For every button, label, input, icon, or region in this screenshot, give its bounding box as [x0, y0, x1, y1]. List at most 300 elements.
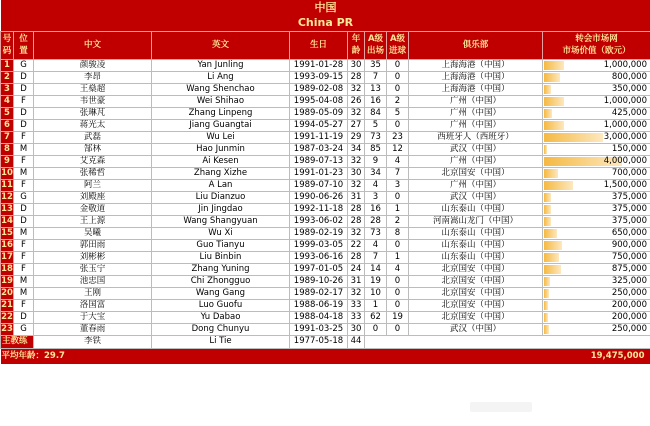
cell-market-value[interactable]	[543, 179, 650, 191]
cell-caps[interactable]: 16	[365, 95, 387, 107]
cell-chinese-name[interactable]: 张玉宁	[34, 263, 152, 275]
cell-english-name[interactable]: Wang Shenchao	[152, 83, 290, 95]
cell-age[interactable]: 22	[348, 239, 365, 251]
cell-club[interactable]: 武汉（中国）	[409, 191, 543, 203]
cell-chinese-name[interactable]: 刘殿座	[34, 191, 152, 203]
cell-market-value[interactable]	[543, 143, 650, 155]
cell-chinese-name[interactable]: 王燊超	[34, 83, 152, 95]
cell-birthday[interactable]: 1989-07-13	[290, 155, 348, 167]
cell-goals[interactable]: 0	[387, 323, 409, 335]
cell-market-value[interactable]	[543, 95, 650, 107]
cell-caps[interactable]: 4	[365, 179, 387, 191]
value-text: 250,000	[611, 287, 647, 298]
cell-caps[interactable]: 84	[365, 107, 387, 119]
table-row[interactable]	[1, 107, 650, 119]
table-row[interactable]	[1, 155, 650, 167]
summary-spacer[interactable]	[290, 348, 543, 364]
cell-age[interactable]: 24	[348, 263, 365, 275]
cell-age[interactable]: 32	[348, 83, 365, 95]
cell-age[interactable]: 28	[348, 251, 365, 263]
value-text: 425,000	[611, 107, 647, 118]
cell-club[interactable]: 北京国安（中国）	[409, 167, 543, 179]
cell-number[interactable]: 23	[1, 323, 13, 334]
value-text: 350,000	[611, 83, 647, 94]
cell-birthday[interactable]: 1991-03-25	[290, 323, 348, 335]
cell-english-name[interactable]: Ai Kesen	[152, 155, 290, 167]
cell-market-value[interactable]	[543, 227, 650, 239]
value-text: 250,000	[611, 323, 647, 334]
cell-english-name[interactable]: Hao Junmin	[152, 143, 290, 155]
cell-goals[interactable]: 19	[387, 311, 409, 323]
cell-age[interactable]: 30	[348, 323, 365, 335]
header-goals[interactable]: A级 进球	[387, 31, 409, 59]
cell-goals[interactable]: 12	[387, 143, 409, 155]
cell-club[interactable]: 北京国安（中国）	[409, 299, 543, 311]
value-text: 1,000,000	[603, 119, 647, 130]
cell-english-name[interactable]: Wang Gang	[152, 287, 290, 299]
cell-goals[interactable]: 0	[387, 239, 409, 251]
cell-age[interactable]: 34	[348, 143, 365, 155]
cell-number[interactable]: 21	[1, 299, 13, 310]
cell-caps[interactable]: 7	[365, 71, 387, 83]
cell-number[interactable]: 10	[1, 167, 13, 178]
cell-english-name[interactable]: Chi Zhongguo	[152, 275, 290, 287]
watermark	[470, 402, 532, 412]
cell-number[interactable]: 4	[1, 95, 14, 107]
total-market-value[interactable]: 19,475,000	[543, 348, 650, 364]
cell-age[interactable]: 32	[348, 227, 365, 239]
cell-birthday[interactable]: 1997-01-05	[290, 263, 348, 275]
cell-age[interactable]: 32	[348, 179, 365, 191]
table-row[interactable]	[1, 95, 650, 107]
cell-age[interactable]: 33	[348, 311, 365, 323]
table-row[interactable]	[1, 167, 650, 179]
cell-chinese-name[interactable]: 郜林	[34, 143, 152, 155]
coach-empty-cell[interactable]	[365, 335, 650, 348]
cell-birthday[interactable]: 1991-01-23	[290, 167, 348, 179]
cell-position[interactable]: D	[14, 107, 34, 119]
cell-english-name[interactable]: Dong Chunyu	[152, 323, 290, 335]
cell-caps[interactable]: 7	[365, 251, 387, 263]
cell-position[interactable]: F	[14, 155, 34, 167]
coach-birthday[interactable]: 1977-05-18	[290, 335, 348, 348]
coach-row[interactable]	[1, 335, 650, 348]
value-data-bar	[544, 301, 548, 310]
cell-number[interactable]: 3	[1, 83, 14, 95]
cell-birthday[interactable]: 1993-09-15	[290, 71, 348, 83]
cell-caps[interactable]: 1	[365, 299, 387, 311]
cell-number[interactable]: 17	[1, 251, 13, 262]
table-row[interactable]	[1, 251, 650, 263]
cell-number[interactable]: 22	[1, 311, 13, 322]
cell-english-name[interactable]: Wu Lei	[152, 131, 290, 143]
header-value[interactable]: 转会市场网 市场价值（欧元）	[543, 31, 650, 59]
cell-goals[interactable]: 4	[387, 263, 409, 275]
cell-market-value[interactable]	[543, 251, 650, 263]
table-row[interactable]	[1, 203, 650, 215]
cell-number[interactable]: 15	[1, 227, 13, 238]
cell-chinese-name[interactable]: 艾克森	[34, 155, 152, 167]
cell-chinese-name[interactable]: 池忠国	[34, 275, 152, 287]
cell-market-value[interactable]	[543, 71, 650, 83]
cell-caps[interactable]: 0	[365, 323, 387, 335]
cell-club[interactable]: 山东泰山（中国）	[409, 227, 543, 239]
cell-english-name[interactable]: Zhang Yuning	[152, 263, 290, 275]
header-caps[interactable]: A级 出场	[365, 31, 387, 59]
cell-position[interactable]: F	[14, 251, 34, 263]
value-text: 375,000	[611, 191, 647, 202]
cell-goals[interactable]: 2	[387, 95, 409, 107]
cell-market-value[interactable]	[543, 203, 650, 215]
cell-market-value[interactable]	[543, 239, 650, 251]
cell-market-value[interactable]	[543, 287, 650, 299]
cell-age[interactable]: 27	[348, 119, 365, 131]
cell-birthday[interactable]: 1992-11-18	[290, 203, 348, 215]
table-row[interactable]	[1, 71, 650, 83]
cell-club[interactable]: 北京国安（中国）	[409, 287, 543, 299]
cell-club[interactable]: 广州（中国）	[409, 155, 543, 167]
value-data-bar	[544, 241, 562, 250]
cell-position[interactable]: F	[14, 239, 34, 251]
cell-caps[interactable]: 9	[365, 155, 387, 167]
cell-chinese-name[interactable]: 王上源	[34, 215, 152, 227]
cell-english-name[interactable]: Zhang Linpeng	[152, 107, 290, 119]
cell-age[interactable]: 32	[348, 107, 365, 119]
header-club[interactable]: 俱乐部	[409, 31, 543, 59]
cell-birthday[interactable]: 1988-04-18	[290, 311, 348, 323]
cell-position[interactable]: D	[14, 83, 34, 95]
value-text: 150,000	[611, 143, 647, 154]
cell-position[interactable]: G	[14, 59, 34, 71]
cell-chinese-name[interactable]: 王刚	[34, 287, 152, 299]
cell-birthday[interactable]: 1993-06-16	[290, 251, 348, 263]
cell-market-value[interactable]	[543, 215, 650, 227]
cell-english-name[interactable]: Wang Shangyuan	[152, 215, 290, 227]
cell-age[interactable]: 28	[348, 71, 365, 83]
cell-club[interactable]: 广州（中国）	[409, 95, 543, 107]
table-row[interactable]	[1, 143, 650, 155]
table-row[interactable]	[1, 83, 650, 95]
coach-english-name[interactable]: Li Tie	[152, 335, 290, 348]
header-no[interactable]: 号 码	[1, 31, 14, 59]
cell-chinese-name[interactable]: 刘彬彬	[34, 251, 152, 263]
cell-market-value[interactable]	[543, 191, 650, 203]
cell-age[interactable]: 30	[348, 59, 365, 71]
cell-english-name[interactable]: Wei Shihao	[152, 95, 290, 107]
cell-position[interactable]: G	[14, 323, 34, 335]
cell-number[interactable]: 8	[1, 143, 14, 155]
cell-market-value[interactable]	[543, 263, 650, 275]
cell-birthday[interactable]: 1989-05-09	[290, 107, 348, 119]
header-pos[interactable]: 位 置	[14, 31, 34, 59]
cell-market-value[interactable]	[543, 323, 650, 335]
cell-english-name[interactable]: Yan Junling	[152, 59, 290, 71]
cell-club[interactable]: 上海海港（中国）	[409, 71, 543, 83]
cell-club[interactable]: 西班牙人（西班牙）	[409, 131, 543, 143]
cell-position[interactable]: F	[14, 95, 34, 107]
cell-position[interactable]: F	[14, 299, 34, 311]
cell-position[interactable]: D	[14, 119, 34, 131]
table-row[interactable]	[1, 227, 650, 239]
cell-club[interactable]: 山东泰山（中国）	[409, 251, 543, 263]
cell-position[interactable]: M	[14, 287, 34, 299]
cell-chinese-name[interactable]: 洛国富	[34, 299, 152, 311]
cell-age[interactable]: 28	[348, 215, 365, 227]
cell-number[interactable]: 20	[1, 287, 13, 298]
table-row[interactable]	[1, 191, 650, 203]
cell-goals[interactable]: 0	[387, 275, 409, 287]
cell-caps[interactable]: 10	[365, 287, 387, 299]
cell-market-value[interactable]	[543, 107, 650, 119]
cell-chinese-name[interactable]: 吴曦	[34, 227, 152, 239]
cell-market-value[interactable]	[543, 275, 650, 287]
value-data-bar	[544, 205, 551, 214]
cell-caps[interactable]: 35	[365, 59, 387, 71]
average-age[interactable]: 平均年龄：29.7	[1, 348, 290, 364]
cell-club[interactable]: 北京国安（中国）	[409, 311, 543, 323]
cell-caps[interactable]: 62	[365, 311, 387, 323]
table-row[interactable]	[1, 287, 650, 299]
cell-caps[interactable]: 28	[365, 215, 387, 227]
cell-number[interactable]: 7	[1, 131, 14, 143]
title-cn: 中国	[1, 0, 650, 15]
cell-position[interactable]: F	[14, 131, 34, 143]
cell-goals[interactable]: 7	[387, 167, 409, 179]
cell-age[interactable]: 31	[348, 275, 365, 287]
cell-birthday[interactable]: 1987-03-24	[290, 143, 348, 155]
cell-position[interactable]: D	[14, 311, 34, 323]
cell-caps[interactable]: 14	[365, 263, 387, 275]
table-row[interactable]	[1, 239, 650, 251]
cell-birthday[interactable]: 1989-10-26	[290, 275, 348, 287]
cell-number[interactable]: 1	[1, 59, 14, 71]
cell-birthday[interactable]: 1989-07-10	[290, 179, 348, 191]
cell-age[interactable]: 29	[348, 131, 365, 143]
cell-chinese-name[interactable]: 郭田雨	[34, 239, 152, 251]
cell-english-name[interactable]: Jin Jingdao	[152, 203, 290, 215]
cell-number[interactable]: 5	[1, 107, 14, 119]
cell-english-name[interactable]: A Lan	[152, 179, 290, 191]
table-row[interactable]	[1, 263, 650, 275]
cell-age[interactable]: 26	[348, 95, 365, 107]
cell-birthday[interactable]: 1991-01-28	[290, 59, 348, 71]
cell-goals[interactable]: 0	[387, 287, 409, 299]
cell-market-value[interactable]	[543, 299, 650, 311]
cell-club[interactable]: 山东泰山（中国）	[409, 203, 543, 215]
value-data-bar	[544, 181, 573, 190]
cell-market-value[interactable]	[543, 59, 650, 71]
value-data-bar	[544, 85, 551, 94]
cell-goals[interactable]: 3	[387, 179, 409, 191]
cell-birthday[interactable]: 1994-05-27	[290, 119, 348, 131]
header-en-name[interactable]: 英文	[152, 31, 290, 59]
cell-age[interactable]: 28	[348, 203, 365, 215]
cell-goals[interactable]: 1	[387, 251, 409, 263]
cell-number[interactable]: 12	[1, 191, 13, 202]
cell-chinese-name[interactable]: 韦世豪	[34, 95, 152, 107]
value-text: 1,000,000	[603, 59, 647, 70]
cell-english-name[interactable]: Jiang Guangtai	[152, 119, 290, 131]
cell-goals[interactable]: 0	[387, 299, 409, 311]
cell-caps[interactable]: 73	[365, 131, 387, 143]
cell-number[interactable]: 13	[1, 203, 13, 214]
cell-english-name[interactable]: Wu Xi	[152, 227, 290, 239]
header-cn-name[interactable]: 中文	[34, 31, 152, 59]
cell-number[interactable]: 19	[1, 275, 13, 286]
cell-position[interactable]: M	[14, 167, 34, 179]
table-row[interactable]	[1, 323, 650, 335]
cell-position[interactable]: G	[14, 191, 34, 203]
cell-birthday[interactable]: 1991-11-19	[290, 131, 348, 143]
cell-goals[interactable]: 8	[387, 227, 409, 239]
cell-age[interactable]: 33	[348, 299, 365, 311]
cell-market-value[interactable]	[543, 167, 650, 179]
summary-row	[1, 348, 650, 364]
cell-market-value[interactable]	[543, 311, 650, 323]
cell-goals[interactable]: 0	[387, 71, 409, 83]
table-row[interactable]	[1, 59, 650, 71]
cell-market-value[interactable]	[543, 155, 650, 167]
cell-market-value[interactable]	[543, 83, 650, 95]
cell-english-name[interactable]: Li Ang	[152, 71, 290, 83]
value-text: 1,000,000	[603, 95, 647, 106]
cell-position[interactable]: M	[14, 143, 34, 155]
table-row[interactable]	[1, 215, 650, 227]
value-text: 200,000	[611, 311, 647, 322]
cell-caps[interactable]: 73	[365, 227, 387, 239]
value-text: 1,500,000	[603, 179, 647, 190]
cell-chinese-name[interactable]: 董春雨	[34, 323, 152, 335]
cell-birthday[interactable]: 1989-02-17	[290, 287, 348, 299]
cell-birthday[interactable]: 1989-02-19	[290, 227, 348, 239]
cell-age[interactable]: 32	[348, 287, 365, 299]
table-row[interactable]	[1, 131, 650, 143]
cell-goals[interactable]: 0	[387, 83, 409, 95]
cell-position[interactable]: F	[14, 263, 34, 275]
cell-english-name[interactable]: Yu Dabao	[152, 311, 290, 323]
cell-position[interactable]: M	[14, 275, 34, 287]
value-data-bar	[544, 169, 558, 178]
cell-number[interactable]: 16	[1, 239, 13, 250]
coach-age[interactable]: 44	[348, 335, 365, 348]
cell-number[interactable]: 14	[1, 215, 13, 226]
cell-caps[interactable]: 85	[365, 143, 387, 155]
cell-english-name[interactable]: Liu Binbin	[152, 251, 290, 263]
cell-number[interactable]: 18	[1, 263, 13, 274]
header-age[interactable]: 年 龄	[348, 31, 365, 59]
cell-club[interactable]: 广州（中国）	[409, 179, 543, 191]
coach-label[interactable]: 主教练	[1, 335, 34, 348]
cell-position[interactable]: D	[14, 71, 34, 83]
cell-chinese-name[interactable]: 金敬道	[34, 203, 152, 215]
cell-club[interactable]: 北京国安（中国）	[409, 263, 543, 275]
cell-chinese-name[interactable]: 阿兰	[34, 179, 152, 191]
cell-chinese-name[interactable]: 蒋光太	[34, 119, 152, 131]
value-data-bar	[544, 97, 564, 106]
cell-club[interactable]: 广州（中国）	[409, 119, 543, 131]
cell-club[interactable]: 山东泰山（中国）	[409, 239, 543, 251]
cell-number[interactable]: 11	[1, 179, 13, 190]
cell-chinese-name[interactable]: 李昂	[34, 71, 152, 83]
cell-birthday[interactable]: 1990-06-26	[290, 191, 348, 203]
cell-position[interactable]: M	[14, 227, 34, 239]
cell-chinese-name[interactable]: 颜骏凌	[34, 59, 152, 71]
table-row[interactable]	[1, 179, 650, 191]
cell-caps[interactable]: 3	[365, 191, 387, 203]
cell-goals[interactable]: 0	[387, 59, 409, 71]
cell-caps[interactable]: 19	[365, 275, 387, 287]
title-en: China PR	[1, 15, 650, 31]
cell-club[interactable]: 上海海港（中国）	[409, 59, 543, 71]
cell-number[interactable]: 9	[1, 155, 14, 167]
cell-english-name[interactable]: Zhang Xizhe	[152, 167, 290, 179]
cell-birthday[interactable]: 1988-06-19	[290, 299, 348, 311]
cell-age[interactable]: 32	[348, 155, 365, 167]
table-row[interactable]	[1, 311, 650, 323]
cell-goals[interactable]: 23	[387, 131, 409, 143]
cell-caps[interactable]: 13	[365, 83, 387, 95]
cell-club[interactable]: 北京国安（中国）	[409, 275, 543, 287]
cell-chinese-name[interactable]: 武磊	[34, 131, 152, 143]
cell-number[interactable]: 2	[1, 71, 14, 83]
cell-club[interactable]: 河南嵩山龙门（中国）	[409, 215, 543, 227]
cell-caps[interactable]: 34	[365, 167, 387, 179]
cell-position[interactable]: F	[14, 179, 34, 191]
value-text: 700,000	[611, 167, 647, 178]
cell-number[interactable]: 6	[1, 119, 14, 131]
table-row[interactable]	[1, 299, 650, 311]
cell-age[interactable]: 30	[348, 167, 365, 179]
table-row[interactable]	[1, 119, 650, 131]
value-text: 4,000,000	[603, 155, 647, 166]
coach-chinese-name[interactable]: 李铁	[34, 335, 152, 348]
cell-chinese-name[interactable]: 张琳芃	[34, 107, 152, 119]
cell-chinese-name[interactable]: 于大宝	[34, 311, 152, 323]
cell-birthday[interactable]: 1995-04-08	[290, 95, 348, 107]
cell-club[interactable]: 武汉（中国）	[409, 143, 543, 155]
header-dob[interactable]: 生日	[290, 31, 348, 59]
cell-goals[interactable]: 5	[387, 107, 409, 119]
cell-position[interactable]: D	[14, 215, 34, 227]
value-text: 325,000	[611, 275, 647, 286]
cell-caps[interactable]: 16	[365, 203, 387, 215]
cell-english-name[interactable]: Guo Tianyu	[152, 239, 290, 251]
cell-goals[interactable]: 2	[387, 215, 409, 227]
cell-english-name[interactable]: Luo Guofu	[152, 299, 290, 311]
cell-goals[interactable]: 0	[387, 119, 409, 131]
cell-club[interactable]: 上海海港（中国）	[409, 83, 543, 95]
cell-birthday[interactable]: 1993-06-02	[290, 215, 348, 227]
cell-chinese-name[interactable]: 张稀哲	[34, 167, 152, 179]
cell-age[interactable]: 31	[348, 191, 365, 203]
cell-caps[interactable]: 5	[365, 119, 387, 131]
value-data-bar	[544, 325, 549, 334]
cell-birthday[interactable]: 1989-02-08	[290, 83, 348, 95]
cell-goals[interactable]: 0	[387, 191, 409, 203]
table-row[interactable]	[1, 275, 650, 287]
cell-caps[interactable]: 4	[365, 239, 387, 251]
cell-english-name[interactable]: Liu Dianzuo	[152, 191, 290, 203]
cell-market-value[interactable]	[543, 131, 650, 143]
cell-club[interactable]: 广州（中国）	[409, 107, 543, 119]
value-data-bar	[544, 121, 564, 130]
cell-goals[interactable]: 4	[387, 155, 409, 167]
cell-position[interactable]: D	[14, 203, 34, 215]
cell-market-value[interactable]	[543, 119, 650, 131]
cell-club[interactable]: 武汉（中国）	[409, 323, 543, 335]
cell-birthday[interactable]: 1999-03-05	[290, 239, 348, 251]
cell-goals[interactable]: 1	[387, 203, 409, 215]
